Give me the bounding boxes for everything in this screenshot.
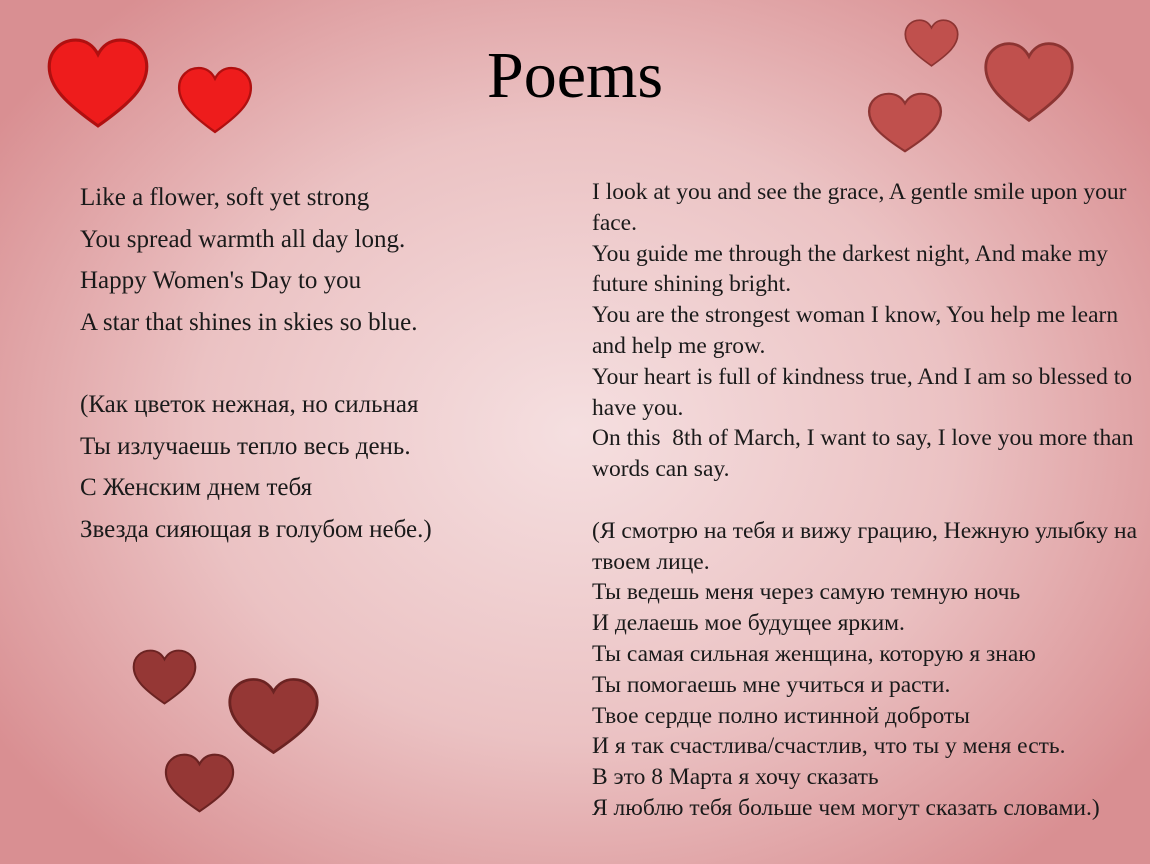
poem-line: I look at you and see the grace, A gentle smile upon your face. [592,179,1133,236]
heart-icon [131,648,198,706]
page-title: Poems [486,39,664,112]
poem-line: On this 8th of March, I want to say, I love you more than words can say. [592,425,1140,483]
poem-line: Твое сердце полно истинной доброты [592,702,970,729]
poem-left-russian [80,384,540,550]
poem-line: You spread warmth all day long. [80,225,406,253]
poem-right-english [592,177,1140,485]
poem-line: Ты излучаешь тепло весь день. [80,432,411,460]
poem-line: (Я смотрю на тебя и вижу грацию, Нежную улыбку на твоем лице. [592,517,1143,575]
heart-icon [45,36,151,130]
poem-left-english [80,177,540,343]
heart-icon [982,40,1076,124]
poem-line: You are the strongest woman I know, You help me learn and help me grow. [592,302,1124,359]
heart-icon [163,752,236,814]
heart-icon [866,91,944,154]
poem-line: Я люблю тебя больше чем могут сказать словами.) [592,794,1100,821]
poem-line: И я так счастлива/счастлив, что ты у меня есть. [592,733,1066,760]
poem-line: Ты ведешь меня через самую темную ночь [592,579,1021,606]
poem-line: С Женским днем тебя [80,474,313,501]
poem-line: Ты самая сильная женщина, которую я знаю [592,640,1036,667]
heart-icon [176,65,254,135]
poem-line: (Как цветок нежная, но сильная [80,391,419,418]
poem-line: You guide me through the darkest night, And make my future shining bright. [592,240,1114,298]
poem-line: A star that shines in skies so blue. [80,308,418,336]
heart-icon [226,676,321,756]
poem-line: И делаешь мое будущее ярким. [592,610,905,637]
poem-line: В это 8 Марта я хочу сказать [592,764,879,791]
poem-left [80,177,540,550]
stanza-gap [592,485,1140,516]
poem-line: Happy Women's Day to you [80,267,362,294]
poem-line: Like a flower, soft yet strong [80,184,370,211]
poem-line: Ты помогаешь мне учиться и расти. [592,671,951,698]
poem-line: Your heart is full of kindness true, And I am so blessed to have you. [592,363,1138,421]
poem-line: Звезда сияющая в голубом небе.) [80,515,432,543]
stanza-gap [80,343,540,384]
heart-icon [903,18,960,68]
poem-right [592,177,1143,824]
poem-right-russian [592,516,1143,824]
